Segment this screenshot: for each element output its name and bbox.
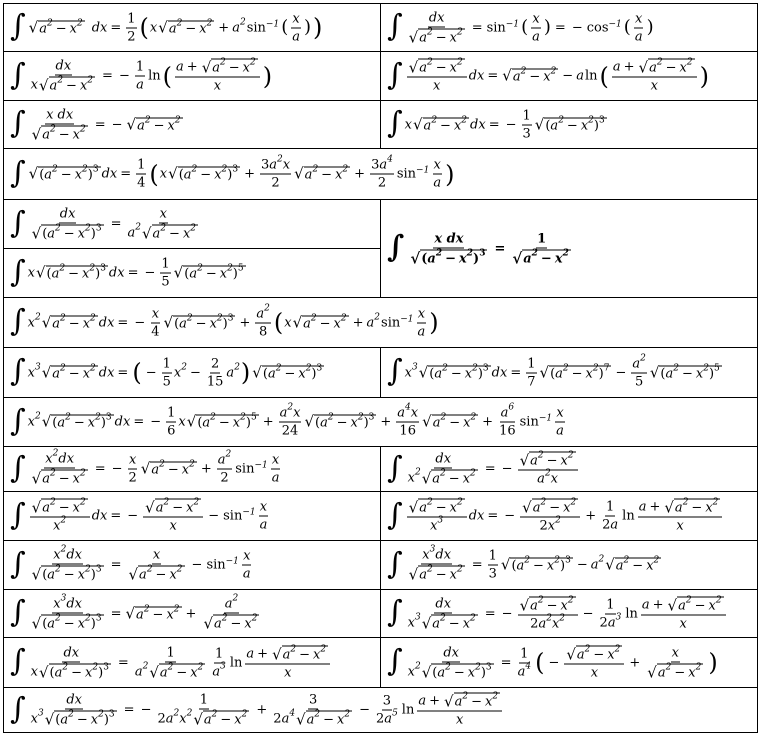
formula-cell-int-dx-over-x2-sqrt: ∫ dx x $^2$ √ a $^2$ − x $^2$ = − √ a $^2$ − x $^2$ a $^2$ x (380, 446, 758, 492)
formula-cell-int-dx-over-x3-sqrt: ∫ dx x $^3$ √ a $^2$ − x $^2$ = − √ a $^2$ − x $^2$ 2 a $^2$ x $^2$ − 1 2 a $^3$ ln a + √ a $^2$ − x $^2$ x (380, 589, 758, 638)
formula-cell-int-sqrt-over-x2: ∫ √ a $^2$ − x $^2$ x $^2$ dx = − √ a $^2$ − x $^2$ x − $\sin^{-1}$ $\frac{x}{a}$ (3, 491, 381, 541)
formula-cell-int-sqrt-over-x3: ∫ √ a $^2$ − x $^2$ x $^3$ dx = − √ a $^2$ − x $^2$ 2 x $^2$ + 1 2 a ln a + √ a $^2$ − x $^2$ x (380, 491, 758, 541)
formula-cell-int-x2-sqrt-cubed: ∫ x $^2$ √ ( a $^2$ − x $^2$ ) $^3$ dx = − $\frac{1}{6}$ x √ ( a $^2$ − x $^2$ ) $^5$ + a $^2$ x 24 √ ( a $^2$ − x $^2$ ) $^3$ + a $^4$ x 16 √ a $^2$ − x $^2$ + a $^6$ 16 $\sin^{-1}$ $\frac{x}{a}$ (3, 397, 758, 447)
formula-cell-int-x2-dx-over-sqrt: ∫ x $^2$ dx √ a $^2$ − x $^2$ = − $\frac{x}{2}$ √ a $^2$ − x $^2$ + a $^2$ 2 $\sin^{-1}$ $\frac{x}{a}$ (3, 446, 381, 492)
formula-cell-int-x3-sqrt-cubed: ∫ x $^3$ √ ( a $^2$ − x $^2$ ) $^3$ dx = $\frac{1}{7}$ √ ( a $^2$ − x $^2$ ) $^7$ − a $^2$ 5 √ ( a $^2$ − x $^2$ ) $^5$ (380, 347, 758, 398)
formula-cell-int-x-sqrt-cubed: ∫ x √ ( a $^2$ − x $^2$ ) $^3$ dx = − $\frac{1}{5}$ √ ( a $^2$ − x $^2$ ) $^5$ (3, 248, 381, 298)
formula-cell-int-sqrt-a2-x2: ∫ √ a $^2$ − x $^2$ dx = $\frac{1}{2}$ ( x √ a $^2$ − x $^2$ + a $^2$ $\sin^{-1}$ ( $\frac{x}{a}$ ) ) (3, 3, 381, 52)
formula-cell-int-dx-over-sqrt-cubed: ∫ dx √ ( a $^2$ − x $^2$ ) $^3$ = x a $^2$ √ a $^2$ − x $^2$ (3, 199, 381, 249)
formula-cell-int-dx-over-sqrt-a2-x2: ∫ dx √ a $^2$ − x $^2$ = $\sin^{-1}$ ( $\frac{x}{a}$ ) = − $\cos^{-1}$ ( $\frac{x}{a}$ ) (380, 3, 758, 52)
formula-cell-int-dx-over-x2-sqrt-cubed: ∫ dx x $^2$ √ ( a $^2$ − x $^2$ ) $^3$ = 1 a $^4$ ( − √ a $^2$ − x $^2$ x + x √ a $^2$ − x $^2$ ) (380, 637, 758, 688)
formula-cell-int-x-dx-over-sqrt: ∫ x dx √ a $^2$ − x $^2$ = − √ a $^2$ − x $^2$ (3, 100, 381, 149)
formula-cell-int-x3-sqrt: ∫ x $^3$ √ a $^2$ − x $^2$ dx = ( − $\frac{1}{5}$ x $^2$ − $\frac{2}{15}$ a $^2$ ) √ ( a $^2$ − x $^2$ ) $^3$ (3, 347, 381, 398)
integral-table (3, 3, 758, 733)
formula-cell-int-sqrt-over-x: ∫ √ a $^2$ − x $^2$ x dx = √ a $^2$ − x $^2$ − a ln ( a + √ a $^2$ − x $^2$ x ) (380, 51, 758, 101)
formula-cell-int-x2-dx-over-sqrt-cubed: ∫ x $^2$ dx √ ( a $^2$ − x $^2$ ) $^3$ = x √ a $^2$ − x $^2$ − $\sin^{-1}$ $\frac{x}{a}$ (3, 540, 381, 590)
formula-cell-int-x3-dx-over-sqrt: ∫ x $^3$ dx √ a $^2$ − x $^2$ = $\frac{1}{3}$ √ ( a $^2$ − x $^2$ ) $^3$ − a $^2$ √ a $^2$ − x $^2$ (380, 540, 758, 590)
formula-cell-int-x3-dx-over-sqrt-cubed: ∫ x $^3$ dx √ ( a $^2$ − x $^2$ ) $^3$ = √ a $^2$ − x $^2$ + a $^2$ √ a $^2$ − x $^2$ (3, 589, 381, 638)
formula-cell-int-dx-over-x3-sqrt-cubed: ∫ dx x $^3$ √ ( a $^2$ − x $^2$ ) $^3$ = − 1 2 a $^2$ x $^2$ √ a $^2$ − x $^2$ + 3 2 a $^4$ √ a $^2$ − x $^2$ − 3 2 a $^5$ ln a + √ a $^2$ − x $^2$ x (3, 687, 758, 733)
formula-cell-int-x2-sqrt: ∫ x $^2$ √ a $^2$ − x $^2$ dx = − $\frac{x}{4}$ √ ( a $^2$ − x $^2$ ) $^3$ + a $^2$ 8 ( x √ a $^2$ − x $^2$ + a $^2$ $\sin^{-1}$ $\frac{x}{a}$ ) (3, 297, 758, 348)
formula-cell-int-sqrt-cubed: ∫ √ ( a $^2$ − x $^2$ ) $^3$ dx = $\frac{1}{4}$ ( x √ ( a $^2$ − x $^2$ ) $^3$ + 3 a $^2$ x 2 √ a $^2$ − x $^2$ + 3 a $^4$ 2 $\sin^{-1}$ $\frac{x}{a}$ ) (3, 148, 758, 200)
formula-cell-int-dx-over-x-sqrt-cubed: ∫ dx x √ ( a $^2$ − x $^2$ ) $^3$ = 1 a $^2$ √ a $^2$ − x $^2$ 1 a $^3$ ln a + √ a $^2$ − x $^2$ x (3, 637, 381, 688)
formula-cell-int-dx-over-x-sqrt: ∫ dx x √ a $^2$ − x $^2$ = − $\frac{1}{a}$ ln ( a + √ a $^2$ − x $^2$ x ) (3, 51, 381, 101)
formula-cell-int-x-dx-over-sqrt-cubed: ∫ x dx √ ( a $^2$ − x $^2$ ) $^3$ = 1 √ a $^2$ − x $^2$ (380, 199, 758, 298)
formula-cell-int-x-sqrt: ∫ x √ a $^2$ − x $^2$ dx = − $\frac{1}{3}$ √ ( a $^2$ − x $^2$ ) $^3$ (380, 100, 758, 149)
